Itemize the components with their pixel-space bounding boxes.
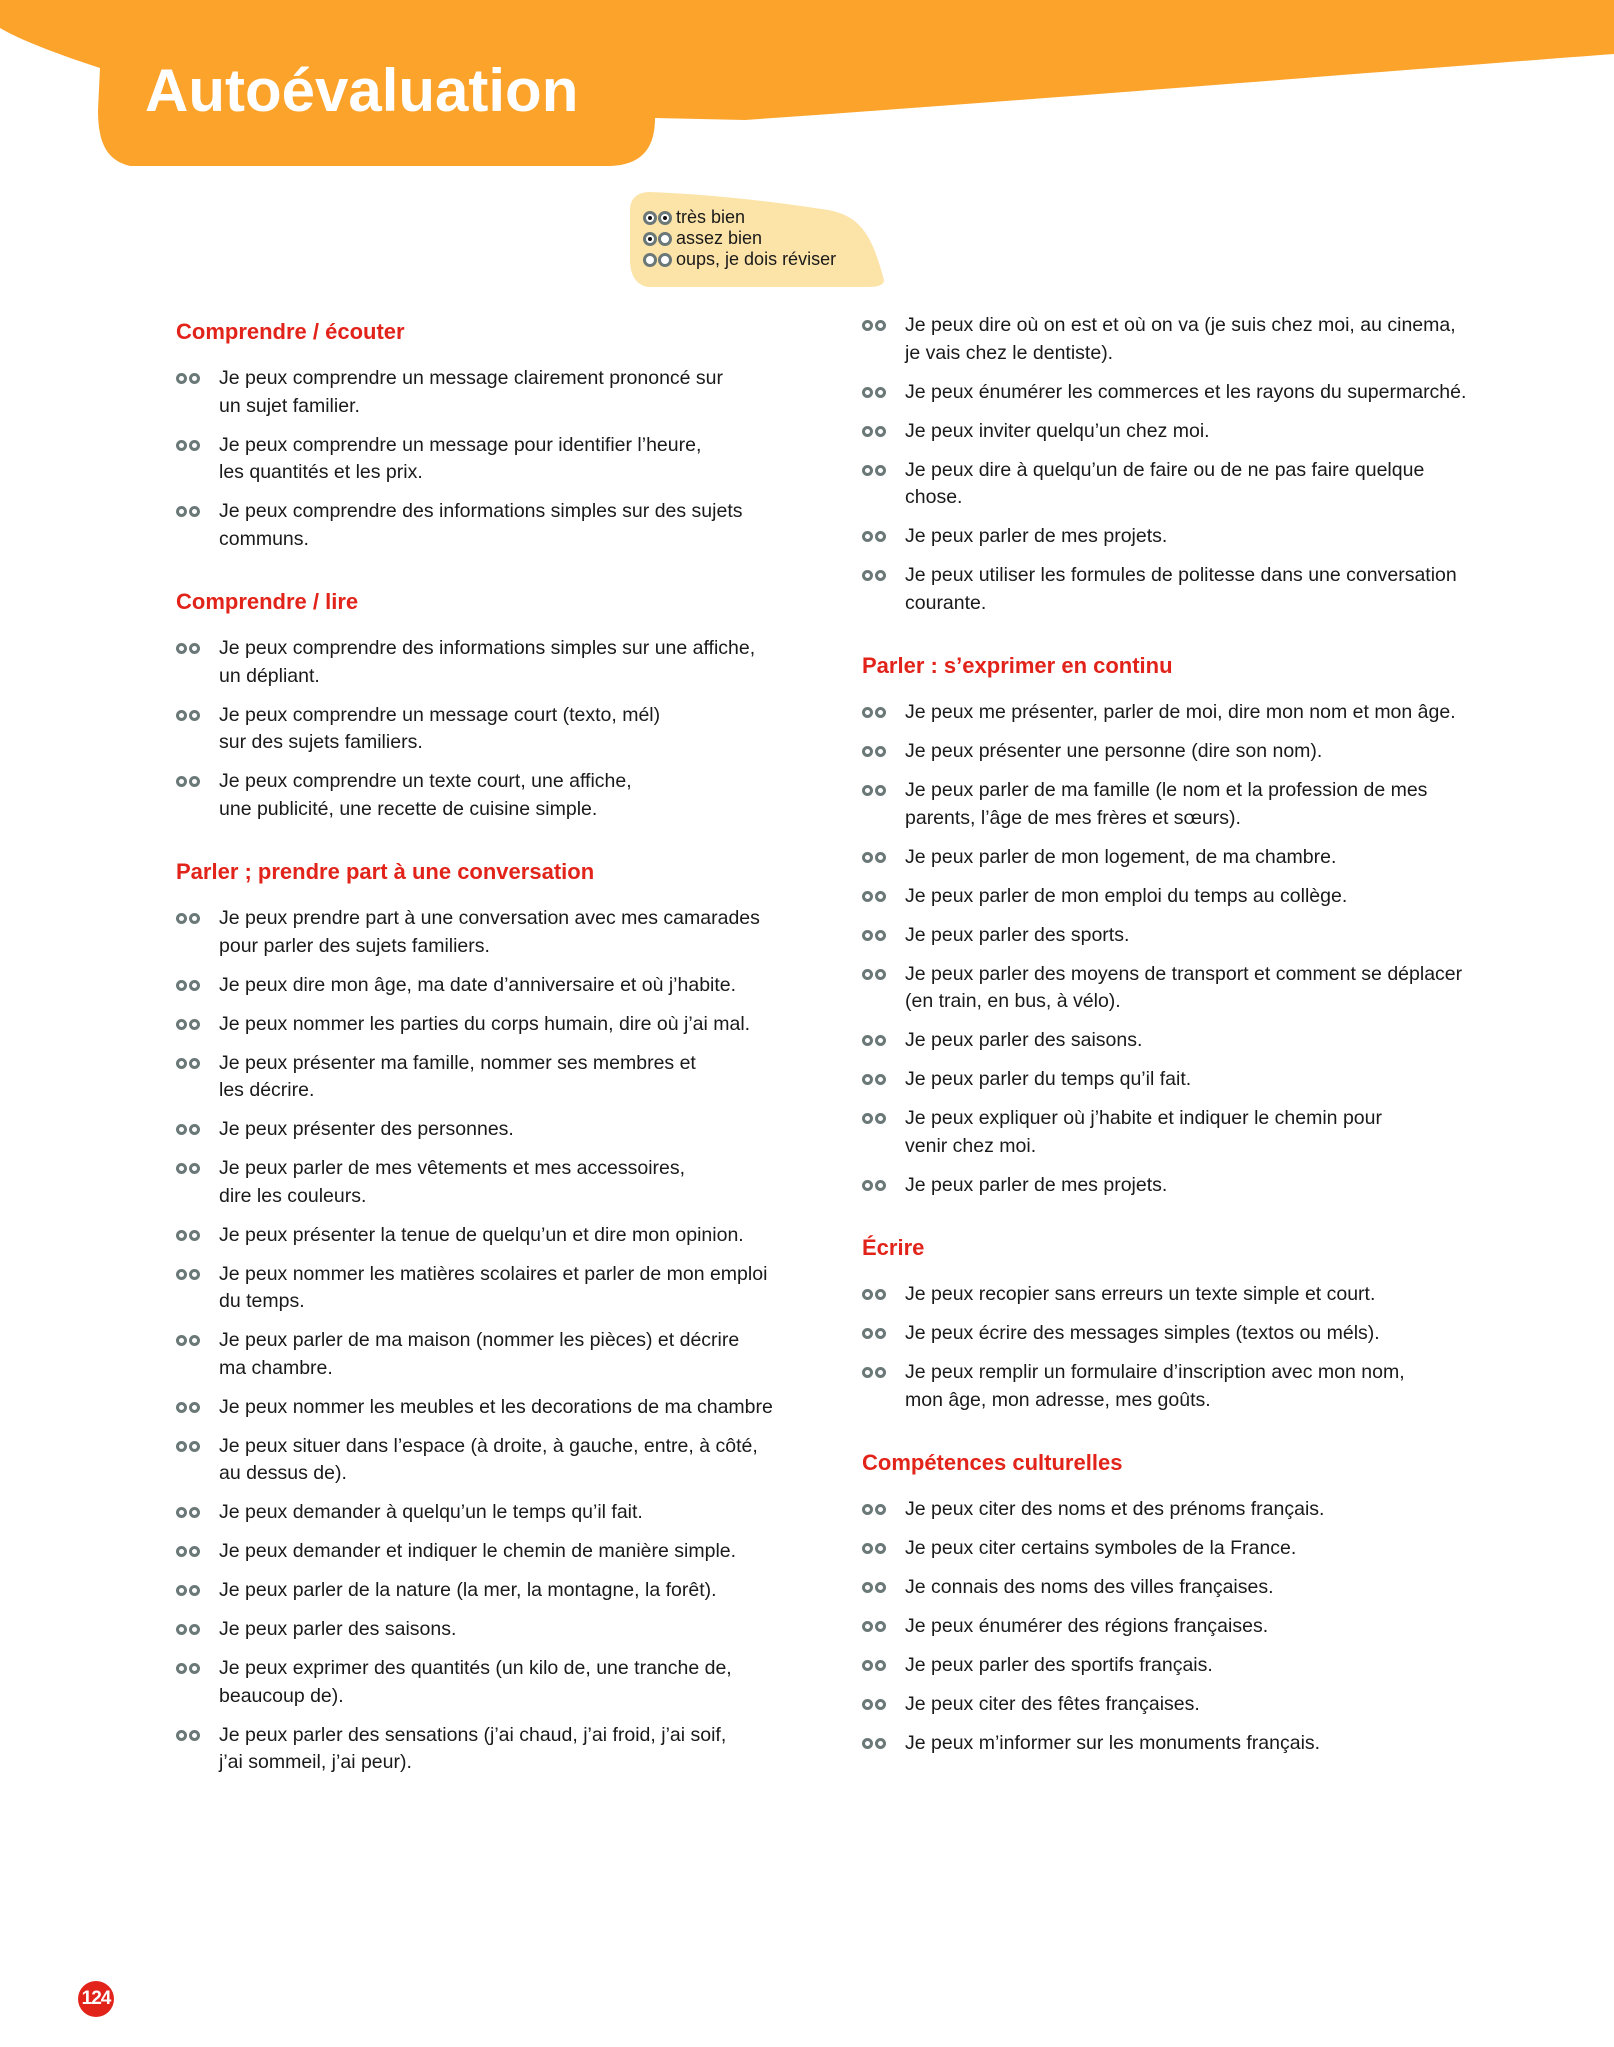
rating-circles-icon[interactable] bbox=[862, 1105, 898, 1132]
item-text: Je peux parler des moyens de transport et comment se déplacer (en train, en bus, à vélo). bbox=[905, 962, 1463, 1012]
section-continuation bbox=[862, 312, 1512, 617]
two-filled-circles-icon bbox=[643, 211, 672, 225]
checklist-item bbox=[862, 1535, 1512, 1563]
legend-label: oups, je dois réviser bbox=[676, 249, 837, 269]
legend-label: très bien bbox=[676, 207, 746, 227]
item-text: Je peux dire mon âge, ma date d’anniversaire et où j’habite. bbox=[219, 973, 737, 996]
item-text: Je peux demander et indiquer le chemin de manière simple. bbox=[219, 1540, 737, 1562]
section bbox=[862, 1449, 1512, 1758]
checklist-item bbox=[176, 1722, 826, 1777]
section bbox=[862, 1234, 1512, 1414]
rating-circles-icon[interactable] bbox=[176, 1538, 212, 1565]
rating-circles-icon[interactable] bbox=[862, 1281, 898, 1308]
item-text: Je peux nommer les parties du corps humain, dire où j’ai mal. bbox=[219, 1012, 751, 1035]
section-heading: Parler ; prendre part à une conversation bbox=[176, 859, 595, 884]
rating-circles-icon[interactable] bbox=[176, 972, 212, 999]
rating-circles-icon[interactable] bbox=[862, 1496, 898, 1523]
rating-circles-icon[interactable] bbox=[862, 922, 898, 949]
item-text: Je peux comprendre un message court (texto, mél) sur des sujets familiers. bbox=[219, 703, 661, 753]
item-text: Je peux nommer les meubles et les decorations de ma chambre bbox=[219, 1395, 773, 1418]
legend-oups bbox=[643, 249, 836, 270]
item-text: Je peux parler de mes vêtements et mes accessoires, dire les couleurs. bbox=[219, 1157, 686, 1207]
item-text: Je peux énumérer les commerces et les rayons du supermarché. bbox=[905, 380, 1467, 403]
item-text: Je peux comprendre des informations simples sur des sujets communs. bbox=[219, 500, 743, 550]
legend-label: assez bien bbox=[676, 228, 763, 248]
rating-circles-icon[interactable] bbox=[862, 523, 898, 550]
legend-assez-bien bbox=[643, 228, 836, 249]
item-text: Je peux citer des noms et des prénoms français. bbox=[905, 1498, 1325, 1520]
rating-circles-icon[interactable] bbox=[862, 457, 898, 484]
rating-circles-icon[interactable] bbox=[176, 1577, 212, 1604]
rating-circles-icon[interactable] bbox=[176, 635, 212, 662]
item-text: Je peux comprendre un texte court, une affiche, une publicité, une recette de cuisine simple. bbox=[219, 770, 632, 820]
rating-circles-icon[interactable] bbox=[176, 1433, 212, 1460]
item-text: Je peux parler de la nature (la mer, la montagne, la forêt). bbox=[219, 1579, 717, 1601]
item-text: Je peux écrire des messages simples (textos ou méls). bbox=[905, 1322, 1380, 1344]
checklist-item bbox=[176, 1499, 826, 1527]
rating-circles-icon[interactable] bbox=[862, 1320, 898, 1347]
checklist-item bbox=[862, 1320, 1512, 1348]
item-text: Je peux remplir un formulaire d’inscription avec mon nom, mon âge, mon adresse, mes goûts. bbox=[905, 1361, 1405, 1411]
page-number: 124 bbox=[78, 1981, 114, 2017]
checklist-item bbox=[176, 1011, 826, 1039]
rating-circles-icon[interactable] bbox=[862, 738, 898, 765]
rating-circles-icon[interactable] bbox=[862, 562, 898, 589]
checklist-item bbox=[176, 905, 826, 960]
rating-circles-icon[interactable] bbox=[176, 1722, 212, 1749]
item-text: Je peux dire où on est et où on va (je suis chez moi, au cinema, je vais chez le dentiste). bbox=[905, 314, 1456, 364]
item-text: Je peux expliquer où j’habite et indiquer le chemin pour venir chez moi. bbox=[905, 1107, 1382, 1157]
checklist-item bbox=[176, 1538, 826, 1566]
rating-circles-icon[interactable] bbox=[862, 883, 898, 910]
checklist-item bbox=[862, 961, 1512, 1016]
section-heading: Écrire bbox=[862, 1235, 925, 1260]
checklist-item bbox=[862, 418, 1512, 446]
section-heading: Comprendre / écouter bbox=[176, 319, 405, 344]
checklist-item bbox=[862, 699, 1512, 727]
item-text: Je peux me présenter, parler de moi, dire mon nom et mon âge. bbox=[905, 701, 1456, 723]
item-text: Je peux utiliser les formules de politesse dans une conversation courante. bbox=[905, 564, 1457, 614]
item-text: Je peux recopier sans erreurs un texte simple et court. bbox=[905, 1283, 1376, 1305]
checklist-item bbox=[862, 1691, 1512, 1719]
item-text: Je peux situer dans l’espace (à droite, à gauche, entre, à côté, au dessus de). bbox=[219, 1434, 758, 1484]
section-heading: Comprendre / lire bbox=[176, 589, 359, 614]
rating-circles-icon[interactable] bbox=[176, 1050, 212, 1077]
item-text: Je peux parler de mon logement, de ma chambre. bbox=[905, 845, 1337, 868]
checklist-item bbox=[862, 883, 1512, 911]
rating-circles-icon[interactable] bbox=[176, 1499, 212, 1526]
checklist-item bbox=[862, 1613, 1512, 1641]
checklist-item bbox=[176, 1577, 826, 1605]
rating-circles-icon[interactable] bbox=[862, 777, 898, 804]
rating-circles-icon[interactable] bbox=[862, 1027, 898, 1054]
checklist-item bbox=[862, 1027, 1512, 1055]
section-heading: Parler : s’exprimer en continu bbox=[862, 653, 1173, 678]
checklist-item bbox=[176, 1222, 826, 1250]
checklist-item bbox=[862, 1574, 1512, 1602]
checklist-item bbox=[176, 1261, 826, 1316]
item-text: Je peux comprendre un message clairement prononcé sur un sujet familier. bbox=[219, 367, 724, 417]
checklist-item bbox=[862, 379, 1512, 407]
checklist-item bbox=[862, 312, 1512, 367]
rating-circles-icon[interactable] bbox=[176, 1261, 212, 1288]
rating-circles-icon[interactable] bbox=[862, 1359, 898, 1386]
item-text: Je peux comprendre un message pour identifier l’heure, les quantités et les prix. bbox=[219, 433, 702, 483]
item-text: Je peux parler des sports. bbox=[905, 923, 1130, 946]
rating-circles-icon[interactable] bbox=[862, 1652, 898, 1679]
checklist-item bbox=[862, 1359, 1512, 1414]
checklist-item bbox=[176, 1155, 826, 1210]
rating-circles-icon[interactable] bbox=[862, 1066, 898, 1093]
rating-circles-icon[interactable] bbox=[176, 768, 212, 795]
checklist-item bbox=[176, 635, 826, 690]
checklist-item bbox=[862, 777, 1512, 832]
rating-circles-icon[interactable] bbox=[176, 432, 212, 459]
section bbox=[176, 858, 826, 1777]
rating-circles-icon[interactable] bbox=[176, 498, 212, 525]
item-text: Je peux inviter quelqu’un chez moi. bbox=[905, 419, 1210, 442]
legend-tres-bien bbox=[643, 207, 836, 228]
item-text: Je peux m’informer sur les monuments français. bbox=[905, 1732, 1321, 1754]
checklist-item bbox=[862, 1172, 1512, 1200]
item-text: Je peux dire à quelqu’un de faire ou de ne pas faire quelque chose. bbox=[905, 458, 1425, 508]
checklist-item bbox=[862, 1652, 1512, 1680]
rating-circles-icon[interactable] bbox=[176, 365, 212, 392]
rating-circles-icon[interactable] bbox=[862, 961, 898, 988]
checklist-item bbox=[176, 498, 826, 553]
section-heading: Compétences culturelles bbox=[862, 1450, 1123, 1475]
item-text: Je peux présenter une personne (dire son nom). bbox=[905, 740, 1323, 762]
checklist-item bbox=[176, 1050, 826, 1105]
item-text: Je peux présenter la tenue de quelqu’un et dire mon opinion. bbox=[219, 1223, 744, 1246]
rating-circles-icon[interactable] bbox=[862, 1535, 898, 1562]
rating-circles-icon[interactable] bbox=[862, 699, 898, 726]
rating-circles-icon[interactable] bbox=[176, 1116, 212, 1143]
item-text: Je peux comprendre des informations simples sur une affiche, un dépliant. bbox=[219, 637, 756, 687]
item-text: Je peux parler de mon emploi du temps au collège. bbox=[905, 884, 1348, 907]
item-text: Je peux présenter ma famille, nommer ses membres et les décrire. bbox=[219, 1051, 696, 1101]
checklist-item bbox=[862, 1066, 1512, 1094]
item-text: Je peux exprimer des quantités (un kilo de, une tranche de, beaucoup de). bbox=[219, 1657, 732, 1707]
checklist-item bbox=[862, 1730, 1512, 1758]
page-title: Autoévaluation bbox=[145, 57, 579, 124]
rating-circles-icon[interactable] bbox=[862, 379, 898, 406]
item-text: Je peux citer des fêtes françaises. bbox=[905, 1693, 1200, 1715]
checklist-item bbox=[176, 1116, 826, 1144]
checklist-item bbox=[176, 1433, 826, 1488]
item-text: Je peux parler des sensations (j’ai chaud, j’ai froid, j’ai soif, j’ai sommeil, j’ai peur). bbox=[219, 1723, 727, 1773]
item-text: Je peux prendre part à une conversation avec mes camarades pour parler des sujets familiers. bbox=[219, 907, 760, 957]
item-text: Je peux parler des sportifs français. bbox=[905, 1654, 1213, 1676]
rating-circles-icon[interactable] bbox=[176, 1155, 212, 1182]
rating-circles-icon[interactable] bbox=[862, 312, 898, 339]
right-column bbox=[862, 312, 1512, 1793]
empty-circles-icon bbox=[643, 253, 672, 267]
item-text: Je connais des noms des villes françaises. bbox=[905, 1576, 1274, 1598]
rating-circles-icon[interactable] bbox=[862, 1691, 898, 1718]
rating-circles-icon[interactable] bbox=[176, 1011, 212, 1038]
rating-circles-icon[interactable] bbox=[176, 1394, 212, 1421]
section bbox=[176, 588, 826, 823]
section bbox=[176, 318, 826, 553]
checklist-item bbox=[862, 457, 1512, 512]
item-text: Je peux citer certains symboles de la France. bbox=[905, 1537, 1297, 1559]
section bbox=[862, 652, 1512, 1199]
item-text: Je peux parler des saisons. bbox=[219, 1618, 457, 1640]
checklist-item bbox=[862, 844, 1512, 872]
checklist-item bbox=[176, 1655, 826, 1710]
item-text: Je peux nommer les matières scolaires et parler de mon emploi du temps. bbox=[219, 1262, 768, 1312]
item-text: Je peux demander à quelqu’un le temps qu’il fait. bbox=[219, 1501, 643, 1523]
checklist-item bbox=[862, 738, 1512, 766]
item-text: Je peux parler de ma famille (le nom et la profession de mes parents, l’âge de mes frères et sœurs). bbox=[905, 779, 1428, 829]
rating-circles-icon[interactable] bbox=[176, 1222, 212, 1249]
checklist-item bbox=[862, 523, 1512, 551]
item-text: Je peux parler des saisons. bbox=[905, 1029, 1143, 1051]
checklist-item bbox=[176, 1616, 826, 1644]
rating-circles-icon[interactable] bbox=[176, 1616, 212, 1643]
checklist-item bbox=[176, 365, 826, 420]
rating-circles-icon[interactable] bbox=[862, 844, 898, 871]
item-text: Je peux parler de mes projets. bbox=[905, 1173, 1168, 1196]
rating-circles-icon[interactable] bbox=[176, 1655, 212, 1682]
checklist-item bbox=[176, 768, 826, 823]
rating-circles-icon[interactable] bbox=[862, 1730, 898, 1757]
checklist-item bbox=[862, 562, 1512, 617]
rating-circles-icon[interactable] bbox=[862, 1574, 898, 1601]
rating-circles-icon[interactable] bbox=[862, 418, 898, 445]
item-text: Je peux parler de mes projets. bbox=[905, 525, 1168, 547]
rating-circles-icon[interactable] bbox=[176, 1327, 212, 1354]
left-column bbox=[176, 318, 826, 1812]
checklist-item bbox=[862, 1105, 1512, 1160]
checklist-item bbox=[176, 702, 826, 757]
checklist-item bbox=[862, 922, 1512, 950]
checklist-item bbox=[176, 1394, 826, 1422]
rating-circles-icon[interactable] bbox=[862, 1613, 898, 1640]
checklist-item bbox=[862, 1281, 1512, 1309]
item-text: Je peux présenter des personnes. bbox=[219, 1118, 514, 1140]
rating-legend bbox=[628, 190, 886, 287]
rating-circles-icon[interactable] bbox=[176, 702, 212, 729]
checklist-item bbox=[176, 1327, 826, 1382]
rating-circles-icon[interactable] bbox=[176, 905, 212, 932]
checklist-item bbox=[176, 432, 826, 487]
checklist-item bbox=[862, 1496, 1512, 1524]
item-text: Je peux parler du temps qu’il fait. bbox=[905, 1068, 1192, 1090]
checklist-item bbox=[176, 972, 826, 1000]
item-text: Je peux parler de ma maison (nommer les pièces) et décrire ma chambre. bbox=[219, 1329, 740, 1379]
one-filled-circle-icon bbox=[643, 232, 672, 246]
item-text: Je peux énumérer des régions françaises. bbox=[905, 1615, 1269, 1637]
rating-circles-icon[interactable] bbox=[862, 1172, 898, 1199]
